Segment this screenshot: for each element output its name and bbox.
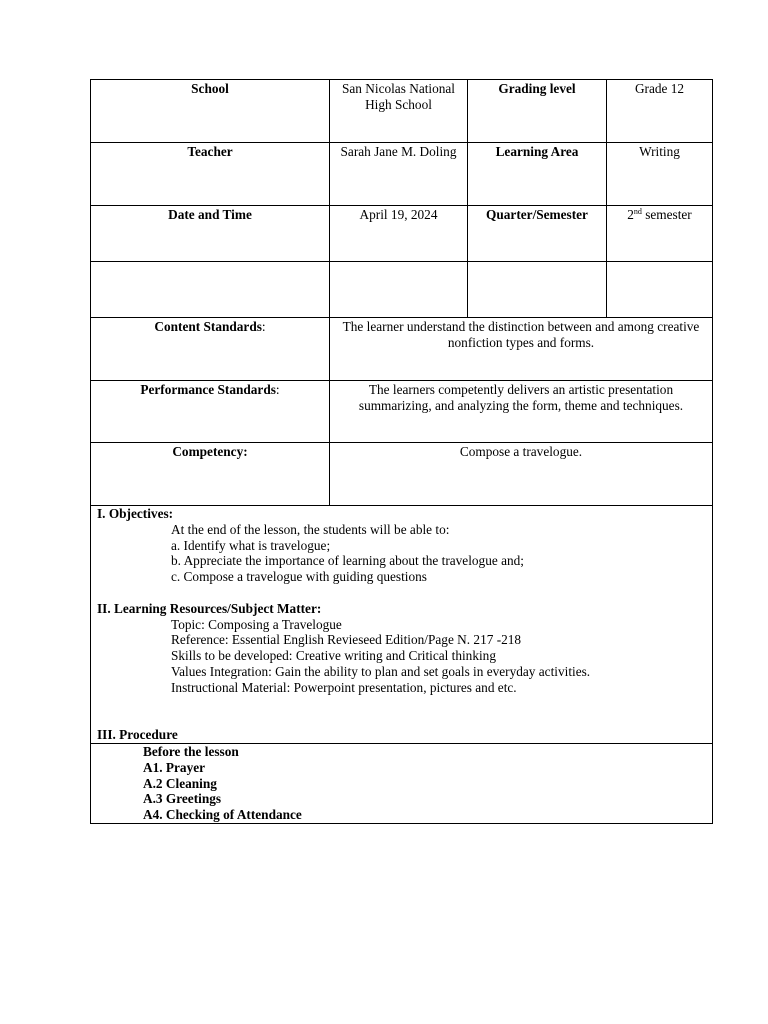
- empty-cell: [468, 262, 607, 318]
- performance-standards-row: [91, 381, 713, 443]
- procedure-heading: III. Procedure: [97, 726, 178, 742]
- performance-standards-value: The learners competently delivers an artistic presentation summarizing, and analyzing the form, theme and techniques.: [330, 381, 713, 443]
- grading-level-label: Grading level: [468, 80, 607, 143]
- learning-area-label: Learning Area: [468, 143, 607, 206]
- content-standards-value: The learner understand the distinction between and among creative nonfiction types and forms.: [330, 318, 713, 381]
- teacher-value: Sarah Jane M. Doling: [330, 143, 468, 206]
- resource-line: Reference: Essential English Revieseed Edition/Page N. 217 -218: [171, 632, 522, 648]
- objectives-resources-block: [90, 505, 713, 744]
- school-row: [91, 80, 713, 143]
- procedure-item: A1. Prayer: [143, 759, 206, 775]
- objective-line: b. Appreciate the importance of learning about the travelogue and;: [171, 553, 524, 569]
- teacher-row: [91, 143, 713, 206]
- date-row: [91, 206, 713, 262]
- semester-ordinal: nd: [633, 207, 642, 216]
- lesson-info-table: [90, 79, 713, 506]
- procedure-item: A4. Checking of Attendance: [143, 807, 302, 823]
- procedure-item: A.3 Greetings: [143, 791, 222, 807]
- objective-line: a. Identify what is travelogue;: [171, 537, 331, 553]
- objective-line: c. Compose a travelogue with guiding questions: [171, 569, 427, 585]
- school-value: San Nicolas National High School: [330, 80, 468, 143]
- objectives-heading: I. Objectives:: [97, 506, 174, 521]
- empty-cell: [91, 262, 330, 318]
- date-time-value: April 19, 2024: [330, 206, 468, 262]
- quarter-semester-value: [607, 206, 713, 262]
- date-time-label: Date and Time: [91, 206, 330, 262]
- teacher-label: Teacher: [91, 143, 330, 206]
- procedure-block: [90, 743, 713, 824]
- resource-line: Topic: Composing a Travelogue: [171, 616, 342, 632]
- content-standards-label: Content Standards:: [91, 318, 330, 381]
- content-standards-row: [91, 318, 713, 381]
- empty-row: [91, 262, 713, 318]
- performance-standards-label: Performance Standards:: [91, 381, 330, 443]
- resource-line: Values Integration: Gain the ability to plan and set goals in everyday activities.: [171, 663, 591, 679]
- competency-value: Compose a travelogue.: [330, 443, 713, 506]
- semester-word: semester: [641, 207, 692, 222]
- grading-level-value: Grade 12: [607, 80, 713, 143]
- empty-cell: [607, 262, 713, 318]
- procedure-item: Before the lesson: [143, 744, 239, 759]
- competency-label: Competency:: [91, 443, 330, 506]
- resource-line: Skills to be developed: Creative writing and Critical thinking: [171, 648, 496, 664]
- resources-heading: II. Learning Resources/Subject Matter:: [97, 600, 322, 616]
- resource-line: Instructional Material: Powerpoint presentation, pictures and etc.: [171, 679, 517, 695]
- objective-line: At the end of the lesson, the students will be able to:: [171, 521, 450, 537]
- quarter-semester-label: Quarter/Semester: [468, 206, 607, 262]
- procedure-item: A.2 Cleaning: [143, 775, 217, 791]
- empty-cell: [330, 262, 468, 318]
- competency-row: [91, 443, 713, 506]
- school-label: School: [91, 80, 330, 143]
- learning-area-value: Writing: [607, 143, 713, 206]
- semester-number: 2: [627, 207, 634, 222]
